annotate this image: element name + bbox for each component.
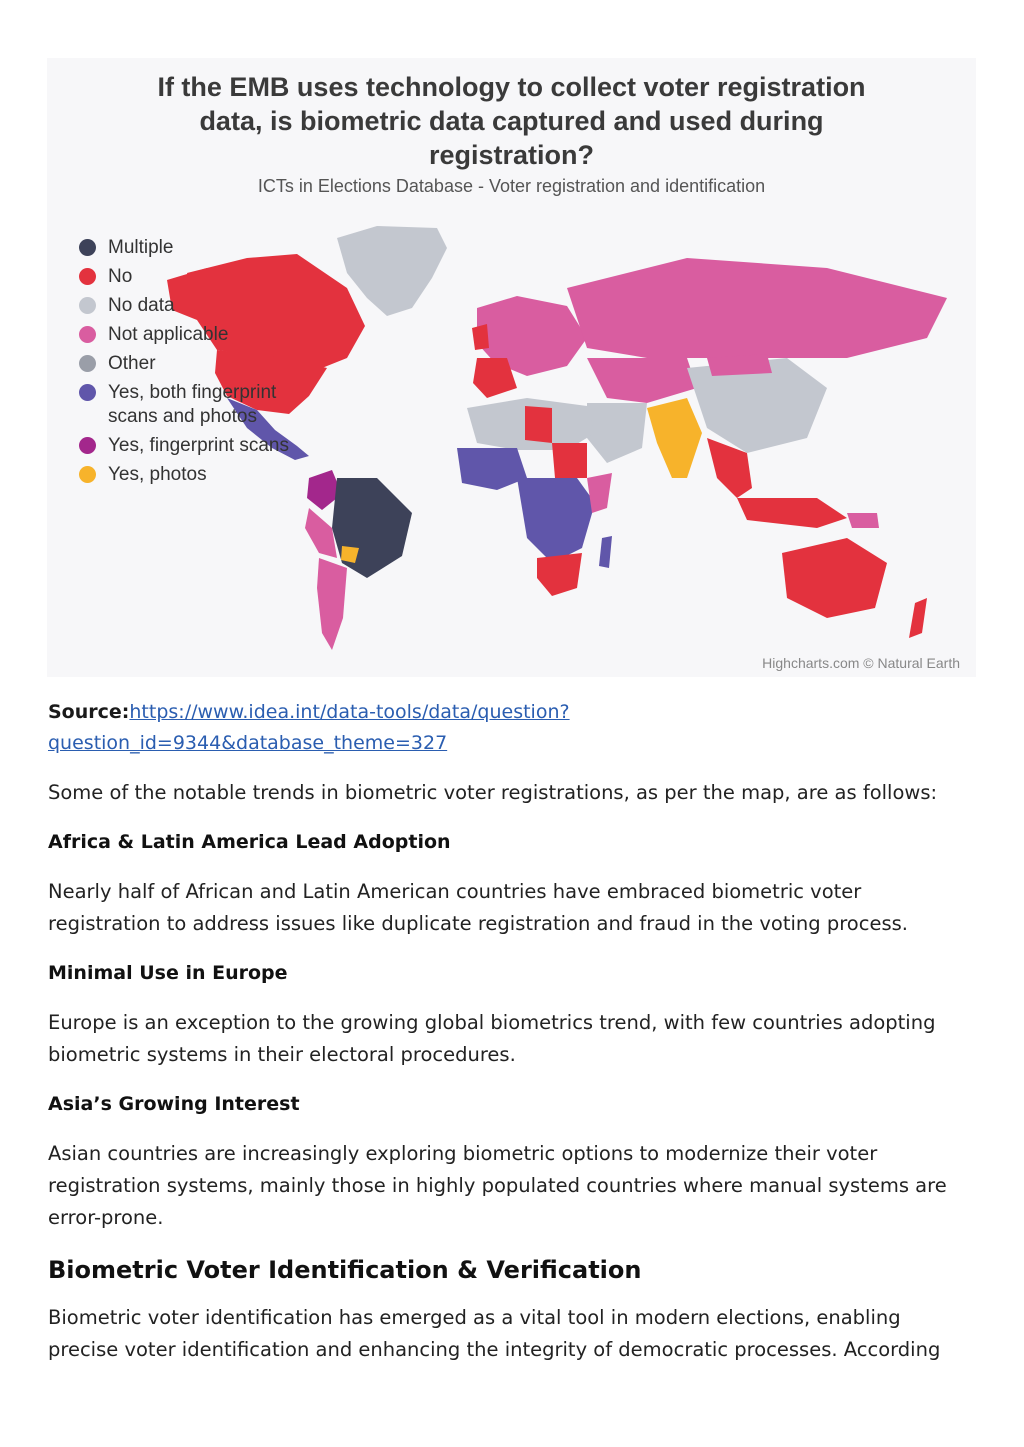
intro-paragraph: Some of the notable trends in biometric voter registrations, as per the map, are as follows: bbox=[48, 781, 938, 804]
legend-label: No data bbox=[108, 295, 175, 316]
paragraph-africa-latam: Nearly half of African and Latin American countries have embraced biometric voter registration to address issues like duplicate registration and fraud in the voting process. bbox=[48, 880, 908, 935]
region-middle-east bbox=[587, 403, 647, 463]
legend-item-fingerprint[interactable] bbox=[77, 434, 317, 458]
region-southern-cone bbox=[317, 558, 347, 650]
section-heading: Biometric Voter Identification & Verification bbox=[48, 1256, 642, 1284]
paragraph-europe: Europe is an exception to the growing global biometrics trend, with few countries adopting biometric systems in their electoral procedures. bbox=[48, 1011, 936, 1066]
legend-swatch bbox=[79, 326, 96, 343]
region-west-africa bbox=[457, 448, 527, 490]
source-link[interactable]: https://www.idea.int/data-tools/data/question?question_id=9344&database_theme=327 bbox=[48, 701, 570, 754]
subheading-asia: Asia’s Growing Interest bbox=[48, 1093, 300, 1115]
paragraph-asia: Asian countries are increasingly exploring biometric options to modernize their voter registration systems, mainly those in highly populated countries where manual systems are error-prone. bbox=[48, 1142, 947, 1229]
region-peru bbox=[305, 508, 337, 558]
legend-label: Multiple bbox=[108, 237, 174, 258]
subheading-europe: Minimal Use in Europe bbox=[48, 962, 288, 984]
legend-swatch bbox=[79, 268, 96, 285]
legend-swatch bbox=[79, 466, 96, 483]
region-brazil bbox=[332, 478, 412, 578]
legend-label: Yes, fingerprint scans bbox=[108, 435, 289, 456]
biometric-map-figure bbox=[47, 58, 976, 677]
region-madagascar bbox=[599, 536, 612, 568]
source-label: Source: bbox=[48, 701, 130, 723]
region-png bbox=[847, 513, 879, 528]
region-central-asia bbox=[587, 358, 697, 403]
legend-item-other[interactable] bbox=[77, 352, 317, 376]
legend-swatch bbox=[79, 355, 96, 372]
legend-swatch bbox=[79, 437, 96, 454]
region-uk bbox=[472, 324, 489, 350]
region-new-zealand bbox=[909, 598, 927, 638]
legend-swatch bbox=[79, 239, 96, 256]
figure-title-line: registration? bbox=[428, 140, 595, 170]
legend-item-photos[interactable] bbox=[77, 463, 317, 487]
legend-label: No bbox=[108, 266, 133, 287]
region-southern-africa bbox=[537, 553, 582, 596]
source-line bbox=[48, 697, 968, 759]
figure-title-line: If the EMB uses technology to collect voter registration bbox=[157, 72, 866, 102]
figure-title-line: data, is biometric data captured and used during bbox=[199, 106, 824, 136]
legend-swatch bbox=[79, 384, 96, 401]
article-content bbox=[48, 697, 968, 1384]
figure-subtitle: ICTs in Elections Database - Voter registration and identification bbox=[257, 176, 766, 196]
region-central-africa bbox=[517, 478, 595, 563]
legend-label: Yes, both fingerprint scans and photos bbox=[108, 382, 277, 427]
region-sudan bbox=[552, 443, 587, 478]
region-australia bbox=[782, 538, 887, 618]
legend-item-fingerprint-and-photos[interactable] bbox=[77, 381, 317, 429]
legend-item-multiple[interactable] bbox=[77, 236, 317, 260]
legend-item-no-data[interactable] bbox=[77, 294, 317, 318]
legend-swatch bbox=[79, 297, 96, 314]
legend-label: Other bbox=[108, 353, 156, 374]
map-legend bbox=[77, 236, 317, 492]
map-credits[interactable]: Highcharts.com © Natural Earth bbox=[762, 655, 960, 671]
region-india bbox=[647, 398, 702, 478]
paragraph-identification: Biometric voter identification has emerged as a vital tool in modern elections, enabling precise voter identification and enhancing the integrity of democratic processes. According bbox=[48, 1306, 941, 1361]
legend-item-no[interactable] bbox=[77, 265, 317, 289]
legend-label: Yes, photos bbox=[108, 464, 207, 485]
figure-title bbox=[47, 70, 976, 172]
subheading-africa-latam: Africa & Latin America Lead Adoption bbox=[48, 831, 451, 853]
region-russia bbox=[567, 258, 947, 358]
legend-item-not-applicable[interactable] bbox=[77, 323, 317, 347]
region-indonesia bbox=[737, 498, 847, 528]
region-libya bbox=[525, 406, 552, 443]
legend-label: Not applicable bbox=[108, 324, 229, 345]
